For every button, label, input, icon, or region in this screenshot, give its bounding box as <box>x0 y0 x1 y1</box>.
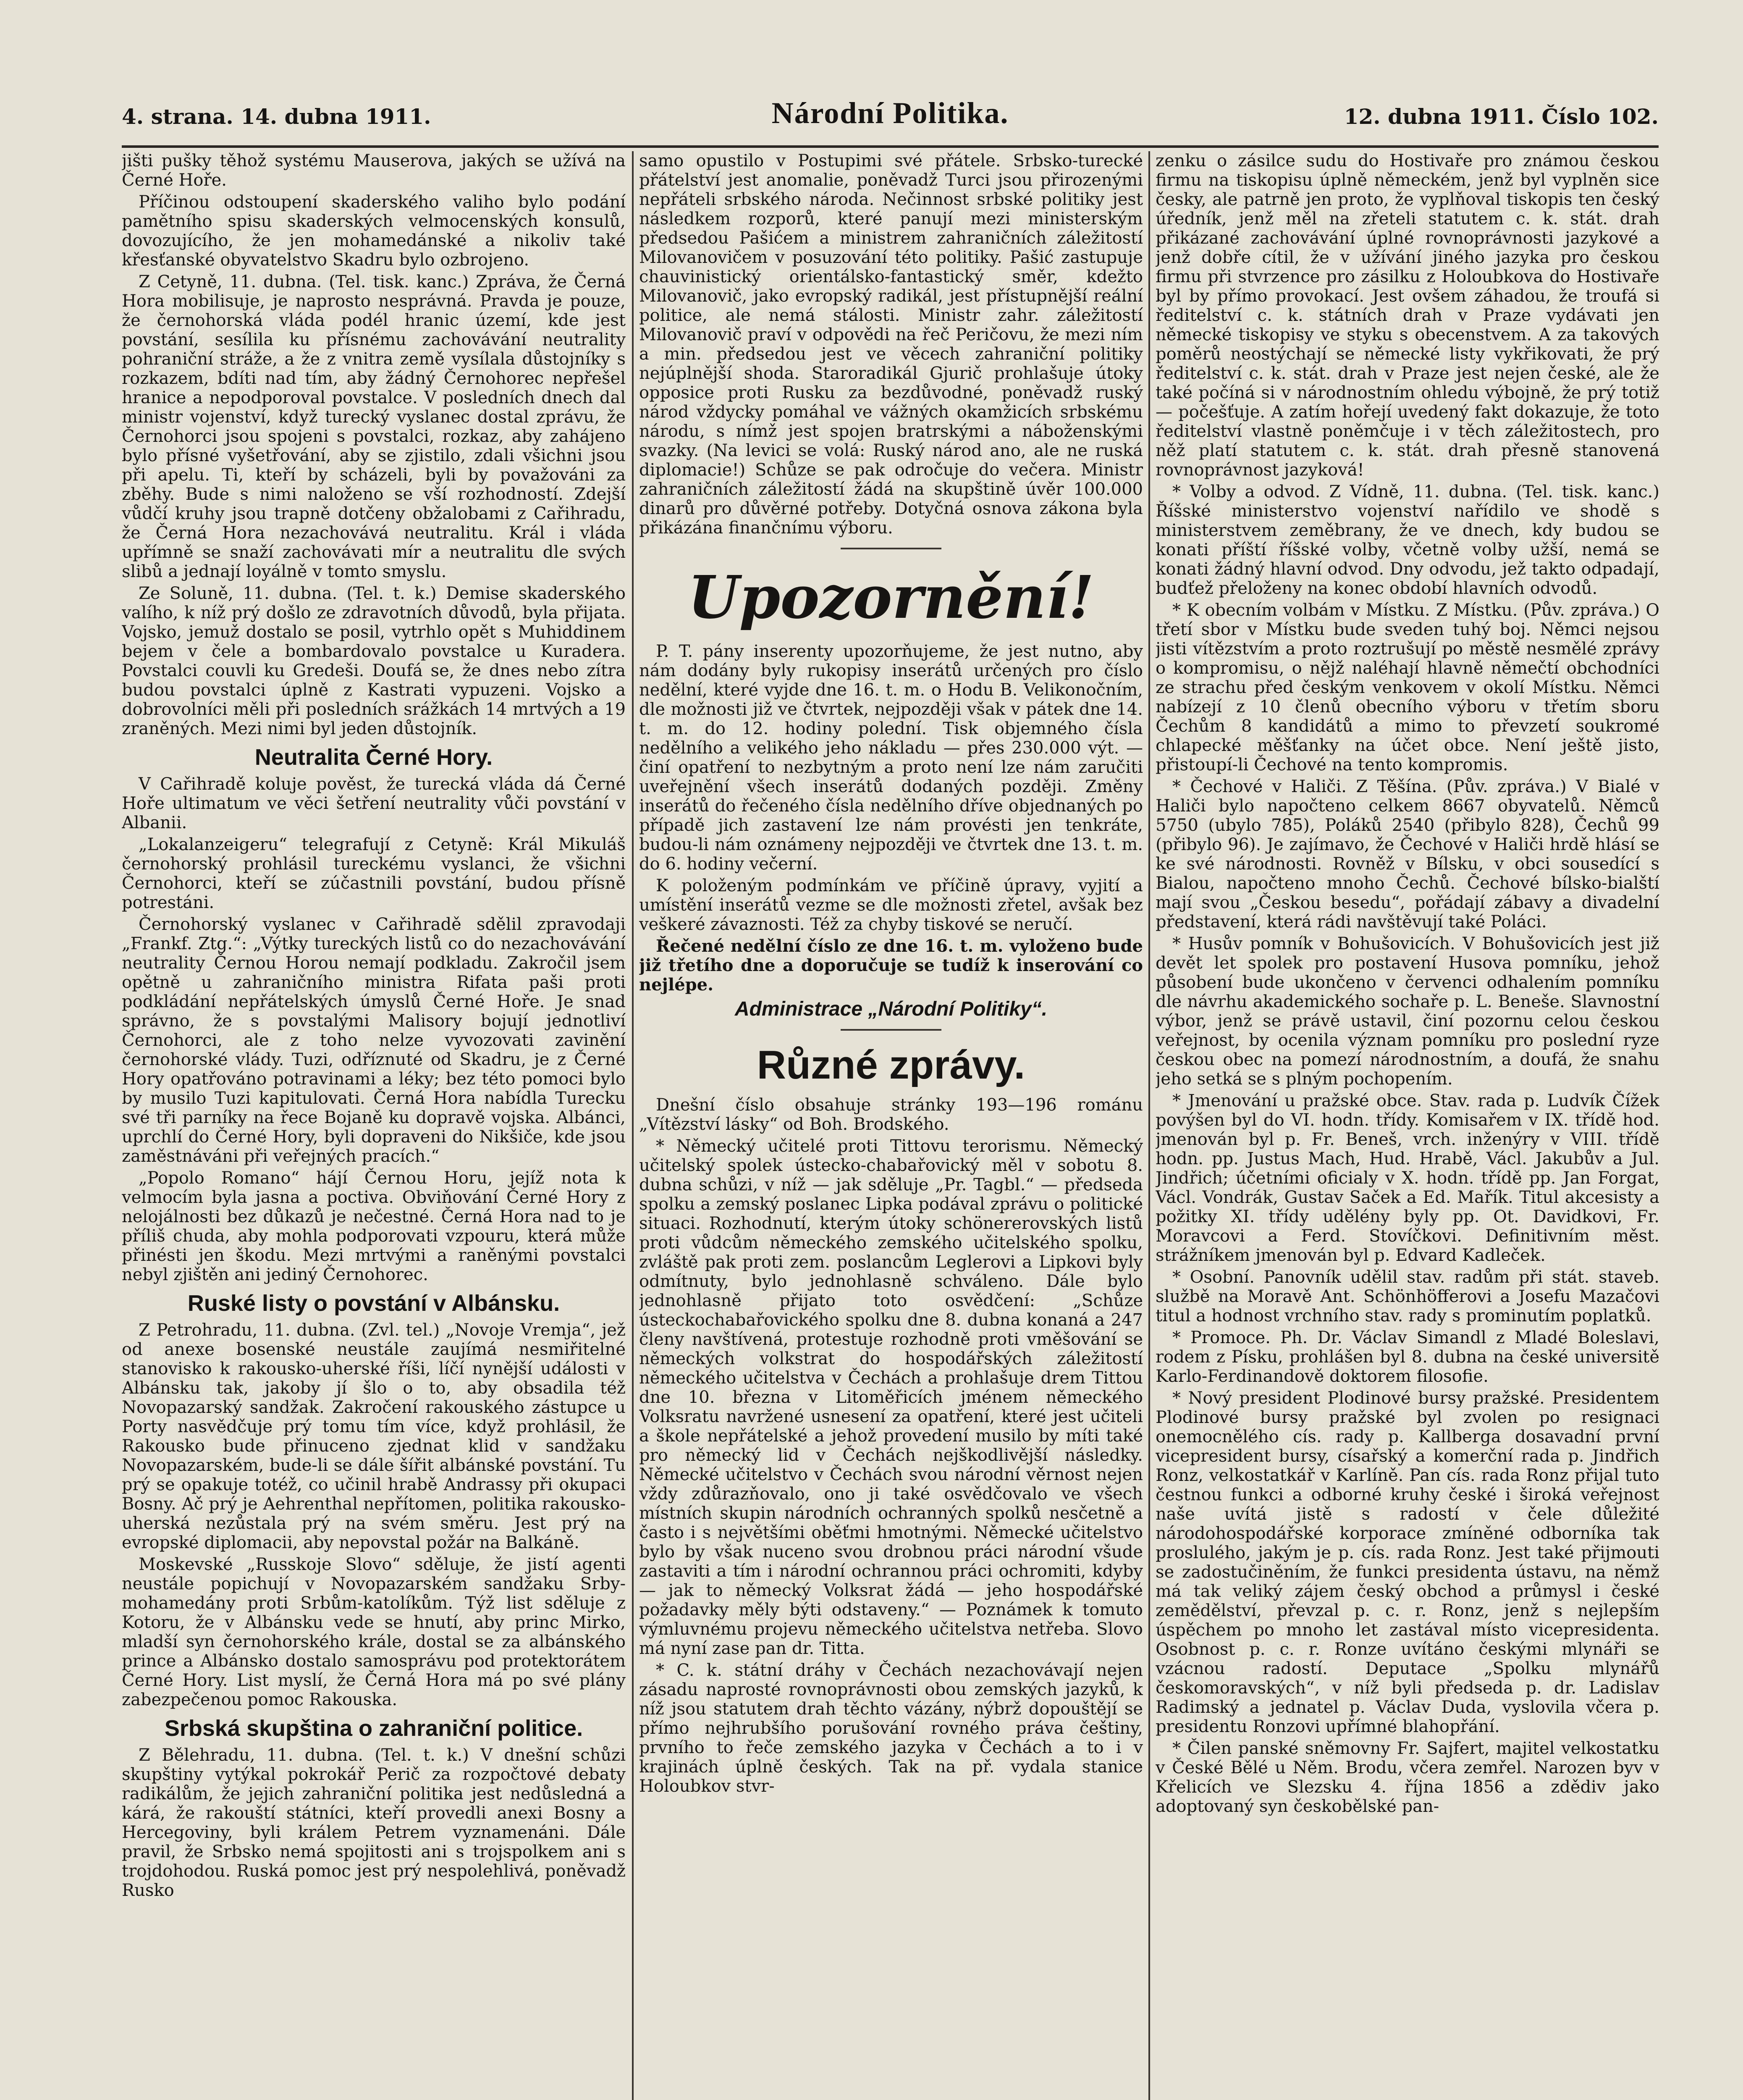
column-3 <box>1156 151 1659 2100</box>
col3-paragraph: * K obecním volbám v Místku. Z Místku. (Pův. zpráva.) O třetí sbor v Místku bude sveden tuhý boj. Němci nejsou jisti vítězstvím a proto roztrušují po městě nesmělé zprávy o kompromisu, o nějž naléhají hlavně němečtí obchodníci ze strachu před českým venkovem v okolí Místku. Němci nabízejí z 10 členů obecního výboru v třetím sboru Čechům 8 kandidátů a mimo to převzetí soukromé chlapecké měšťanky na účet obce. Není ještě jisto, přistoupí-li Čechové na tento kompromis. <box>1156 601 1659 774</box>
col2-paragraph: Řečené nedělní číslo ze dne 16. t. m. vyloženo bude již třetího dne a doporučuje se tudíž k inserování co nejlépe. <box>639 936 1143 995</box>
col1-heading: Ruské listy o povstání v Albánsku. <box>187 1291 560 1316</box>
col1-paragraph: Z Petrohradu, 11. dubna. (Zvl. tel.) „Novoje Vremja“, jež od anexe bosenské neustále zaujímá nesmiřitelné stanovisko k rakousko-uherské říši, líčí nynější události v Albánsku tak, jakoby jí šlo o to, aby obsadila též Novopazarský sandžak. Zakročení rakouského zástupce u Porty nasvědčuje prý tomu tím více, když prohlásil, že Rakousko bude přinuceno zjednat klid v sandžaku Novopazarském, bude-li se dále šířit albánské povstání. Tu prý se opakuje totéž, co učinil hrabě Andrassy při okupaci Bosny. Ač prý je Aehrenthal nepřítomen, politika rakousko-uherská nezůstala prý na svém směru. Jest prý na evropské diplomacii, aby nepovstal požár na Balkáně. <box>122 1320 626 1552</box>
col1-paragraph: Černohorský vyslanec v Cařihradě sdělil zpravodaji „Frankf. Ztg.“: „Výtky tureckých listů co do nezachovávání neutrality Černou Horou nemají podkladu. Zakročil jsem opětně u zahraničního ministra Rifata paši proti podkládání nepřátelských úmyslů Černé Hoře. Je snad správno, že s povstalými Malisory bojují jednotliví Černohorci, ale z toho nelze vyvozovati zavinění černohorské vlády. Tuzi, odříznuté od Skadru, je z Černé Hory opatřováno potravinami a léky; bez této pomoci bylo by musilo Tuzi kapitulovati. Černá Hora nabídla Turecku své tři parníky na řece Bojaně ku dopravě vojska. Albánci, uprchlí do Černé Hory, byli dopraveni do Nikšiče, kde jsou zaměstnáváni při veřejných pracích.“ <box>122 915 626 1166</box>
notice-signature: Administrace „Národní Politiky“. <box>734 998 1048 1020</box>
col2-paragraph: Dnešní číslo obsahuje stránky 193—196 románu „Vítězství lásky“ od Boh. Brodského. <box>639 1095 1143 1134</box>
col1-paragraph: „Lokalanzeigeru“ telegrafují z Cetyně: Král Mikuláš černohorský prohlásil tureckému vyslanci, že všichni Černohorci, kteří se zúčastnili povstání, budou přísně potrestáni. <box>122 835 626 912</box>
column-divider-1 <box>632 151 634 2100</box>
col3-paragraph: * Volby a odvod. Z Vídně, 11. dubna. (Tel. tisk. kanc.) Říšské ministerstvo vojenství nařídilo ve shodě s ministerstvem zeměbrany, že ve dnech, kdy budou se konati příští říšské volby, včetně volby užší, nemá se konati žádný hlavní odvod. Dny odvodu, jež takto odpadají, budťež přeloženy na konec období hlavních odvodů. <box>1156 482 1659 598</box>
col1-paragraph: jišti pušky těhož systému Mauserova, jakých se užívá na Černé Hoře. <box>122 151 626 190</box>
col1-paragraph: Příčinou odstoupení skaderského valiho bylo podání pamětního spisu skaderských velmocenských konsulů, dovozujícího, že jen mohamedánské a nikoliv také křesťanské obyvatelstvo Skadru bylo ozbrojeno. <box>122 192 626 270</box>
column-2 <box>639 151 1143 2100</box>
col3-paragraph: * Čechové v Haliči. Z Těšína. (Pův. zpráva.) V Bialé v Haliči bylo napočteno celkem 8667 obyvatelů. Němců 5750 (ubylo 785), Poláků 2540 (přibylo 828), Čechů 99 (přibylo 96). Je zajímavo, že Čechové v Haliči hrdě hlásí se ke své národnosti. Rovněž v Bílsku, v obci sousedící s Bialou, napočteno mnoho Čechů. Čechové bílsko-bialští mají svou „Českou besedu“, pořádají zábavy a divadelní představení, která rádi navštěvují také Poláci. <box>1156 777 1659 932</box>
separator <box>841 1029 941 1031</box>
col3-paragraph: * Nový president Plodinové bursy pražské. Presidentem Plodinové bursy pražské byl zvolen po resignaci onemocnělého cís. rady p. Kallberga dosavadní první vicepresident bursy, císařský a komerční rada p. Jindřich Ronz, velkostatkář v Karlíně. Pan cís. rada Ronz přijal tuto čestnou funkci a odborné kruhy české i široká veřejnost naše uvítá jistě s radostí v čele důležité národohospodářské korporace zmíněné odborníka tak proslulého, jakým je p. cís. rada Ronz. Jest také přijmouti se zadostučiněním, že funkci presidenta ústavu, na němž má tak veliký zájem český obchod a průmysl i české zemědělství, převzal p. c. r. Ronz, jenž s nejlepším úspěchem po mnoho let zastával místo vicepresidenta. Osobnost p. c. r. Ronze uvítáno českými mlynáři se vzácnou radostí. Deputace „Spolku mlynářů českomoravských“, v níž byli předseda p. dr. Ladislav Radimský a jednatel p. Václav Duda, vyslovila včera p. presidentu Ronzovi upřímné blahopřání. <box>1156 1389 1659 1736</box>
masthead-title: Národní Politika. <box>771 96 1009 130</box>
notice-title: Upozornění! <box>688 563 1094 632</box>
col1-paragraph: Moskevské „Russkoje Slovo“ sděluje, že jistí agenti neustále popichují v Novopazarském sandžaku Srby-mohamedány proti Srbům-katolíkům. Týž list sděluje z Kotoru, že v Albánsku vede se hnutí, aby princ Mirko, mladší syn černohorského krále, dostal se za albánského prince a Albánsko dostalo samosprávu pod protektorátem Černé Hory. List myslí, že Černá Hora má po své plány zabezpečenou pomoc Rakouska. <box>122 1555 626 1709</box>
col3-paragraph: * Čilen panské sněmovny Fr. Sajfert, majitel velkostatku v České Bělé u Něm. Brodu, včera zemřel. Narozen byv v Křelicích ve Slezsku 4. října 1856 a zdědiv jako adoptovaný syn českobělské pan- <box>1156 1739 1659 1816</box>
col1-paragraph: Z Cetyně, 11. dubna. (Tel. tisk. kanc.) Zpráva, že Černá Hora mobilisuje, je naprosto nesprávná. Pravda je pouze, že černohorská vláda podél hranic území, kde jest povstání, sesílila ku přísnému zachovávání neutrality pohraniční stráže, a že z vnitra země vysílala důstojníky s rozkazem, bdíti nad tím, aby žádný Černohorec nepřešel hranice a nepodporoval povstalce. V posledních dnech dal ministr vojenství, když turecký vyslanec dostal zprávu, že Černohorci jsou spojeni s povstalci, rozkaz, aby zahájeno bylo přísné vyšetřování, aby se zjistilo, zdali všichni jsou při apelu. Ti, kteří by scházeli, byli by považováni za zběhy. Bude s nimi naloženo se vší rozhodností. Zdejší vůdčí kruhy jsou trapně dotčeny obžalobami z Cařihradu, že Černá Hora nezachovává neutralitu. Král i vláda upřímně se snaží zachovávati mír a neutralitu dle svých slibů a jednají loyálně v tomto smyslu. <box>122 272 626 581</box>
col2-paragraph: P. T. pány inserenty upozorňujeme, že jest nutno, aby nám dodány byly rukopisy inserátů určených pro číslo nedělní, které vyjde dne 16. t. m. o Hodu B. Velikonočním, dle možnosti již ve čtvrtek, nejpozději však v pátek dne 14. t. m. do 12. hodiny polední. Tisk objemného čísla nedělního a velikého jeho nákladu — přes 230.000 výt. — činí opatření to nezbytným a proto není lze nám zaručiti uveřejnění všech inserátů dodaných později. Změny inserátů do řečeného čísla nedělního dříve objednaných po případě jich zastavení lze nám provésti jen tenkráte, budou-li nám oznámeny nejpozději ve čtvrtek dne 13. t. m. do 6. hodiny večerní. <box>639 642 1143 874</box>
col2-paragraph: * Německý učitelé proti Tittovu terorismu. Německý učitelský spolek ústecko-chabařovický měl v sobotu 8. dubna schůzi, v níž — jak sděluje „Pr. Tagbl.“ — předseda spolku a zemský poslanec Lipka podával zprávu o politické situaci. Rozhodnutí, kterým útoky schönererovských listů proti vůdcům německého zemského učitelského spolku, zvláště pak proti zem. poslancům Leglerovi a Lipkovi byly odmítnuty, bylo jednohlasně schváleno. Dále bylo jednohlasně přijato toto osvědčení: „Schůze ústeckochabařovického spolku dne 8. dubna konaná a 247 členy navštívená, protestuje rozhodně proti vměšování se německých volkstrat do hospodářských záležitostí německého učitelstva v Čechách a prohlašuje drem Tittou dne 10. března v Litoměřicích jménem německého Volksratu navržené usnesení za opatření, které jest učiteli a škole nepřátelské a jehož provedení musilo by míti také pro německý lid v Čechách nejškodlivější následky. Německé učitelstvo v Čechách svou národní věrnost nejen vždy zdůrazňovalo, ono ji také osvědčovalo ve všech místních skupin národních ochranných spolků nesčetně a často i s největšími oběťmi hmotnými. Německé učitelstvo bylo by však nuceno svou drobnou práci národní všude zastaviti a tím i národní ochrannou práci ochromiti, kdyby — jak to německý Volksrat žádá — jeho hospodářské požadavky měly býti odstaveny.“ — Poznámek k tomuto výmluvnému projevu německého učitelstva netřeba. Slovo má nyní zase pan dr. Titta. <box>639 1137 1143 1658</box>
separator <box>841 548 941 549</box>
col1-heading: Neutralita Černé Hory. <box>254 745 493 770</box>
header-date-left: 4. strana. 14. dubna 1911. <box>122 104 431 129</box>
header-rule <box>122 145 1659 148</box>
section-title: Různé zprávy. <box>757 1042 1025 1087</box>
col3-paragraph: zenku o zásilce sudu do Hostivaře pro známou českou firmu na tiskopisu úplně německém, jenž byl vyplněn sice česky, ale patrně jen proto, že vyplňoval tiskopis ten český úředník, jenž měl na zřeteli statutem c. k. stát. drah přikázané zachovávání úplné rovnoprávnosti jazykové a jenž dobře cítil, že v užívání jiného jazyka pro českou firmu při stvrzence pro zásilku z Holoubkova do Hostivaře byl by přímo provokací. Jest ovšem záhadou, že troufá si ředitelství c. k. státních drah v Praze vydávati jen německé tiskopisy ve styku s obecenstvem. A za takových poměrů neostýchají se německé listy vykřikovati, že prý ředitelství c. k. stát. drah v Praze jest nejen české, ale že také počíná si v národnostním ohledu výbojně, že prý totiž — počešťuje. A zatím hořejí uvedený fakt dokazuje, že toto ředitelství vlastně poněmčuje i v těch záležitostech, pro něž platí statutem c. k. stát. drah přesně stanovená rovnoprávnost jazyková! <box>1156 151 1659 480</box>
column-1 <box>122 151 626 2100</box>
col1-paragraph: V Cařihradě koluje pověst, že turecká vláda dá Černé Hoře ultimatum ve věci šetření neutrality vůči povstání v Albanii. <box>122 774 626 832</box>
col2-paragraph: * C. k. státní dráhy v Čechách nezachovávají nejen zásadu naprosté rovnoprávnosti obou zemských jazyků, k níž jsou statutem drah těchto vázány, nýbrž dopouštějí se přímo nejhrubšího porušování rovného práva češtiny, prvního to řeče zemského jazyka v Čechách a to i v krajinách úplně českých. Tak na př. vydala stanice Holoubkov stvr- <box>639 1661 1143 1796</box>
col3-paragraph: * Husův pomník v Bohušovicích. V Bohušovicích jest již devět let spolek pro postavení Husova pomníku, jehož působení bude ukončeno v červenci odhalením pomníku dle návrhu akademického sochaře p. L. Beneše. Slavnostní výbor, jenž se právě ustavil, činí pozornu celou českou veřejnost, by ocenila význam pomníku pro poslední ryze českou obec na pomezí národnostním, a doufá, že snahu jeho setká se s plným pochopením. <box>1156 934 1659 1089</box>
header-date-right: 12. dubna 1911. Číslo 102. <box>1344 104 1659 129</box>
col3-paragraph: * Osobní. Panovník udělil stav. radům při stát. staveb. službě na Moravě Ant. Schönhöfferovi a Josefu Mazačovi titul a hodnost vrchního stav. rady s prominutím poplatků. <box>1156 1268 1659 1326</box>
page-header <box>122 96 1659 146</box>
col1-paragraph: Ze Soluně, 11. dubna. (Tel. t. k.) Demise skaderského valího, k níž prý došlo ze zdravotních důvodů, byla přijata. Vojsko, jemuž dostalo se posil, vytrhlo opět s Muhiddinem bejem v čele a bombardovalo povstalce u Kuradera. Povstalci couvli ku Gredeši. Doufá se, že dnes nebo zítra budou povstalci úplně z Kastrati vypuzeni. Vojsko a dobrovolníci měli při posledních srážkách 14 mrtvých a 19 zraněných. Mezi nimi byl jeden důstojník. <box>122 584 626 738</box>
column-divider-2 <box>1148 151 1150 2100</box>
col3-paragraph: * Jmenování u pražské obce. Stav. rada p. Ludvík Čížek povýšen byl do VI. hodn. třídy. Komisařem v IX. třídě hod. jmenován byl p. Fr. Beneš, vrch. inženýry v VIII. třídě hodn. pp. Justus Mach, Hud. Hrabě, Václ. Jakubův a Jul. Jindřich; účetními oficialy v X. hodn. třídě pp. Jan Forgat, Václ. Vondrák, Gustav Saček a Ed. Mařík. Titul akcesisty a požitky XI. třídy udělény byly pp. Ot. Davidkovi, Fr. Moravcovi a Ferd. Stovíčkovi. Definitivním měst. strážníkem jmenován byl p. Edvard Kadleček. <box>1156 1091 1659 1265</box>
col1-paragraph: „Popolo Romano“ hájí Černou Horu, jejíž nota k velmocím byla jasna a poctiva. Obviňování Černé Hory z nelojálnosti bez důkazů je nečestné. Černá Hora nad to je příliš chuda, aby mohla podporovati vzpouru, která může přinésti jen škodu. Mezi mrtvými a raněnými povstalci nebyl zjištěn ani jediný Černohorec. <box>122 1168 626 1284</box>
col1-heading: Srbská skupština o zahraniční politice. <box>164 1716 583 1741</box>
col2-paragraph: samo opustilo v Postupimi své přátele. Srbsko-turecké přátelství jest anomalie, poněvadž Turci jsou přirozenými nepřáteli srbského národa. Nečinnost srbské politiky jest následkem rozporů, které panují mezi ministerským předsedou Pašićem a ministrem zahraničních záležitostí Milovanovičem v posuzování této politiky. Pašić zastupuje chauvinistický orientálsko-fantastický směr, kdežto Milovanovič, jako evropský radikál, jest přístupnější reální politice, ale nemá stálosti. Ministr zahr. záležitostí Milovanovič praví v odpovědi na řeč Peričovu, že mezi ním a min. předsedou jest ve věcech zahraniční politiky nejúplnější shoda. Staroradikál Gjurič prohlašuje útoky opposice proti Rusku za bezdůvodné, poněvadž ruský národ vždycky pomáhal ve vážných okamžicích srbskému národu, s nímž jest spojen bratrskými a náboženskými svazky. (Na levici se volá: Ruský národ ano, ale ne ruská diplomacie!) Schůze se pak odročuje do večera. Ministr zahraničních záležitostí žádá na skupštině úvěr 100.000 dinarů pro důvěrné potřeby. Dotyčná osnova zákona byla přikázána finančnímu výboru. <box>639 151 1143 538</box>
col2-paragraph: K položeným podmínkám ve příčině úpravy, vyjití a umístění inserátů vezme se dle možnosti zřetel, avšak bez veškeré závaznosti. Též za chyby tiskové se neručí. <box>639 876 1143 934</box>
col1-paragraph: Z Bělehradu, 11. dubna. (Tel. t. k.) V dnešní schůzi skupštiny vytýkal pokrokář Perič za rozpočtové debaty radikálům, že jejich zahraniční politika jest nedůsledná a kárá, že rakouští státníci, kteří provedli anexi Bosny a Hercegoviny, byli králem Petrem vyznamenáni. Dále pravil, že Srbsko nemá spojitosti ani s trojspolkem ani s trojdohodou. Ruská pomoc jest prý nespolehlivá, poněvadž Rusko <box>122 1746 626 1900</box>
col3-paragraph: * Promoce. Ph. Dr. Václav Simandl z Mladé Boleslavi, rodem z Písku, prohlášen byl 8. dubna na české universitě Karlo-Ferdinandově doktorem filosofie. <box>1156 1328 1659 1386</box>
